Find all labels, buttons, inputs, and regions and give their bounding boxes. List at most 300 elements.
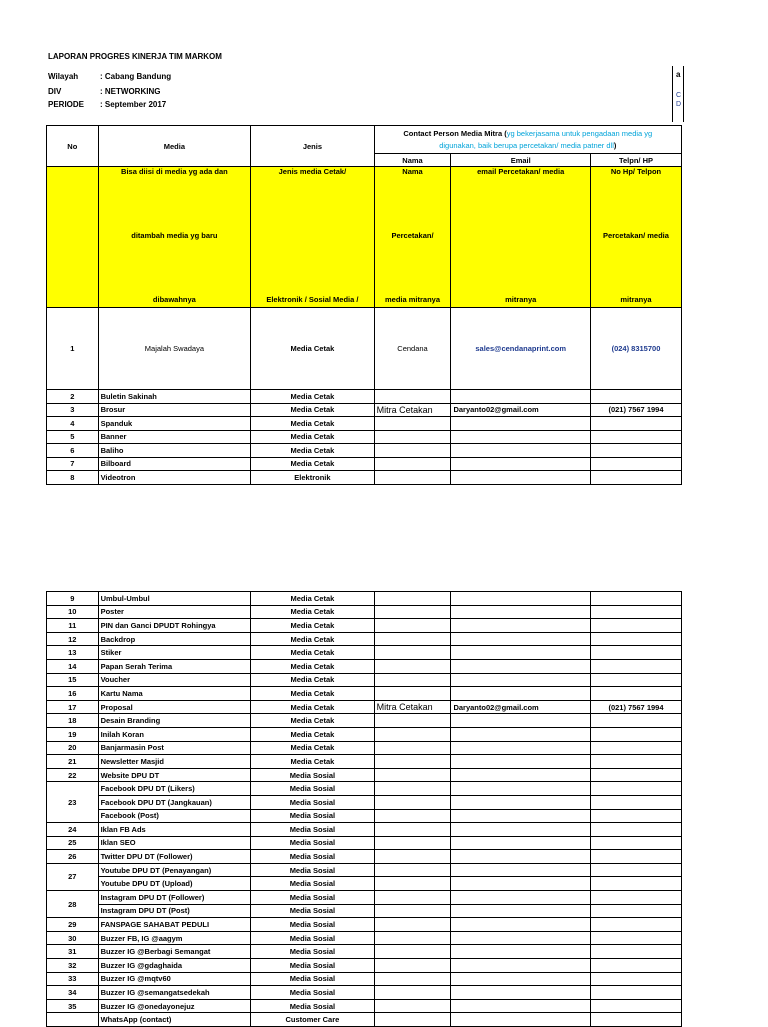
row-email bbox=[451, 471, 591, 485]
row-telp bbox=[590, 592, 681, 606]
media-table-bottom bbox=[46, 591, 682, 1027]
instruction-jenis-line-1: Jenis media Cetak/ bbox=[278, 167, 347, 176]
row-email bbox=[451, 999, 591, 1013]
row-email bbox=[451, 768, 591, 782]
media-table-top bbox=[46, 125, 682, 485]
row-media: Majalah Swadaya bbox=[98, 308, 251, 390]
row-nama bbox=[374, 972, 451, 986]
row-jenis: Media Sosial bbox=[251, 809, 374, 823]
instruction-telp bbox=[590, 167, 681, 308]
row-no: 32 bbox=[47, 959, 99, 973]
row-jenis: Media Cetak bbox=[251, 430, 374, 444]
row-no: 5 bbox=[47, 430, 99, 444]
row-telp bbox=[590, 877, 681, 891]
row-media: Stiker bbox=[98, 646, 251, 660]
row-jenis: Media Cetak bbox=[251, 417, 374, 431]
row-nama bbox=[374, 918, 451, 932]
row-nama bbox=[374, 959, 451, 973]
row-jenis: Media Cetak bbox=[251, 687, 374, 701]
instruction-nama-line-1: Nama bbox=[402, 167, 423, 176]
row-jenis: Media Sosial bbox=[251, 986, 374, 1000]
table-row bbox=[47, 904, 682, 918]
row-media: Proposal bbox=[98, 700, 251, 714]
row-email bbox=[451, 755, 591, 769]
row-no: 11 bbox=[47, 619, 99, 633]
contact-suffix: ) bbox=[613, 140, 617, 150]
instruction-telp-line-2: Percetakan/ media bbox=[603, 231, 669, 240]
contact-prefix: Contact Person Media Mitra ( bbox=[403, 128, 507, 138]
row-email bbox=[451, 782, 591, 796]
row-email bbox=[451, 390, 591, 404]
row-telp bbox=[590, 768, 681, 782]
row-telp bbox=[590, 1013, 681, 1027]
row-jenis: Media Sosial bbox=[251, 931, 374, 945]
row-nama bbox=[374, 714, 451, 728]
row-jenis: Media Cetak bbox=[251, 444, 374, 458]
row-email bbox=[451, 714, 591, 728]
row-nama bbox=[374, 850, 451, 864]
row-no: 31 bbox=[47, 945, 99, 959]
table-row bbox=[47, 986, 682, 1000]
row-email bbox=[451, 673, 591, 687]
row-no: 23 bbox=[47, 782, 99, 823]
row-telp bbox=[590, 986, 681, 1000]
row-nama bbox=[374, 768, 451, 782]
row-nama bbox=[374, 390, 451, 404]
row-jenis: Media Cetak bbox=[251, 308, 374, 390]
row-telp bbox=[590, 931, 681, 945]
table-row bbox=[47, 308, 682, 390]
row-nama bbox=[374, 945, 451, 959]
row-jenis: Media Sosial bbox=[251, 891, 374, 905]
row-nama bbox=[374, 986, 451, 1000]
row-telp bbox=[590, 755, 681, 769]
row-jenis: Media Sosial bbox=[251, 836, 374, 850]
table-row bbox=[47, 417, 682, 431]
row-email bbox=[451, 823, 591, 837]
instruction-no bbox=[47, 167, 99, 308]
row-telp: (021) 7567 1994 bbox=[590, 403, 681, 417]
instruction-jenis-line-3: Elektronik / Sosial Media / bbox=[266, 295, 359, 304]
table-row bbox=[47, 687, 682, 701]
row-nama: Mitra Cetakan bbox=[374, 403, 451, 417]
table-row bbox=[47, 768, 682, 782]
instruction-media-line-1: Bisa diisi di media yg ada dan bbox=[121, 167, 228, 176]
row-email bbox=[451, 877, 591, 891]
side-box-letter-d: D bbox=[676, 101, 682, 108]
meta-label: DIV bbox=[48, 87, 62, 96]
table-row bbox=[47, 782, 682, 796]
row-no: 24 bbox=[47, 823, 99, 837]
table-row bbox=[47, 999, 682, 1013]
row-telp bbox=[590, 390, 681, 404]
row-telp bbox=[590, 904, 681, 918]
instruction-nama bbox=[374, 167, 451, 308]
row-nama: Cendana bbox=[374, 308, 451, 390]
row-telp bbox=[590, 782, 681, 796]
row-email bbox=[451, 417, 591, 431]
row-no: 30 bbox=[47, 931, 99, 945]
row-email bbox=[451, 632, 591, 646]
row-email bbox=[451, 918, 591, 932]
row-jenis: Media Sosial bbox=[251, 959, 374, 973]
row-telp bbox=[590, 795, 681, 809]
row-media: Iklan SEO bbox=[98, 836, 251, 850]
table-row bbox=[47, 592, 682, 606]
row-media: Banjarmasin Post bbox=[98, 741, 251, 755]
table-row bbox=[47, 863, 682, 877]
row-telp bbox=[590, 999, 681, 1013]
table-row bbox=[47, 931, 682, 945]
row-nama bbox=[374, 632, 451, 646]
row-nama bbox=[374, 904, 451, 918]
table-row bbox=[47, 727, 682, 741]
row-telp bbox=[590, 714, 681, 728]
row-media: PIN dan Ganci DPUDT Rohingya bbox=[98, 619, 251, 633]
row-media: Kartu Nama bbox=[98, 687, 251, 701]
row-nama bbox=[374, 863, 451, 877]
table-row bbox=[47, 619, 682, 633]
row-no: 22 bbox=[47, 768, 99, 782]
row-telp bbox=[590, 430, 681, 444]
row-nama bbox=[374, 782, 451, 796]
row-email: Daryanto02@gmail.com bbox=[451, 700, 591, 714]
instruction-media-line-2: ditambah media yg baru bbox=[131, 231, 218, 240]
header-nama: Nama bbox=[374, 154, 451, 167]
row-nama bbox=[374, 430, 451, 444]
row-media: Baliho bbox=[98, 444, 251, 458]
row-telp bbox=[590, 444, 681, 458]
instruction-telp-line-3: mitranya bbox=[620, 295, 652, 304]
row-jenis: Media Cetak bbox=[251, 741, 374, 755]
row-jenis: Media Sosial bbox=[251, 904, 374, 918]
instruction-media-line-3: dibawahnya bbox=[152, 295, 196, 304]
row-no: 1 bbox=[47, 308, 99, 390]
row-telp bbox=[590, 741, 681, 755]
row-media: Voucher bbox=[98, 673, 251, 687]
table-row bbox=[47, 945, 682, 959]
row-telp bbox=[590, 972, 681, 986]
row-telp bbox=[590, 605, 681, 619]
row-nama bbox=[374, 687, 451, 701]
row-jenis: Elektronik bbox=[251, 471, 374, 485]
row-media: Buzzer IG @Berbagi Semangat bbox=[98, 945, 251, 959]
row-email bbox=[451, 1013, 591, 1027]
row-no: 25 bbox=[47, 836, 99, 850]
table-row bbox=[47, 959, 682, 973]
row-media: Buzzer IG @gdaghaida bbox=[98, 959, 251, 973]
row-no: 33 bbox=[47, 972, 99, 986]
row-nama bbox=[374, 755, 451, 769]
row-no: 6 bbox=[47, 444, 99, 458]
row-media: Backdrop bbox=[98, 632, 251, 646]
row-email bbox=[451, 592, 591, 606]
meta-value: : Cabang Bandung bbox=[100, 72, 172, 81]
row-jenis: Media Sosial bbox=[251, 782, 374, 796]
row-jenis: Media Cetak bbox=[251, 632, 374, 646]
row-email bbox=[451, 863, 591, 877]
row-no: 3 bbox=[47, 403, 99, 417]
row-media: Instagram DPU DT (Follower) bbox=[98, 891, 251, 905]
row-no: 9 bbox=[47, 592, 99, 606]
row-email bbox=[451, 430, 591, 444]
row-media: Papan Serah Terima bbox=[98, 659, 251, 673]
row-jenis: Media Cetak bbox=[251, 646, 374, 660]
side-box-letter-c: C bbox=[676, 92, 682, 99]
row-nama bbox=[374, 836, 451, 850]
row-jenis: Media Sosial bbox=[251, 945, 374, 959]
row-jenis: Media Sosial bbox=[251, 877, 374, 891]
header-jenis: Jenis bbox=[251, 126, 374, 167]
row-jenis: Media Cetak bbox=[251, 700, 374, 714]
row-telp bbox=[590, 457, 681, 471]
meta-value: : September 2017 bbox=[100, 100, 167, 109]
row-media: Buzzer IG @onedayonejuz bbox=[98, 999, 251, 1013]
row-email bbox=[451, 904, 591, 918]
row-telp bbox=[590, 836, 681, 850]
row-media: Buzzer IG @mqtv60 bbox=[98, 972, 251, 986]
header-email: Email bbox=[451, 154, 591, 167]
row-jenis: Media Cetak bbox=[251, 755, 374, 769]
row-media: Facebook (Post) bbox=[98, 809, 251, 823]
table-row bbox=[47, 632, 682, 646]
row-media: Youtube DPU DT (Upload) bbox=[98, 877, 251, 891]
row-media: Videotron bbox=[98, 471, 251, 485]
row-telp bbox=[590, 823, 681, 837]
row-media: Banner bbox=[98, 430, 251, 444]
row-nama bbox=[374, 457, 451, 471]
meta-label: Wilayah bbox=[48, 72, 79, 81]
row-jenis: Media Sosial bbox=[251, 823, 374, 837]
instruction-telp-line-1: No Hp/ Telpon bbox=[610, 167, 662, 176]
row-nama bbox=[374, 877, 451, 891]
row-no bbox=[47, 1013, 99, 1027]
row-media: Spanduk bbox=[98, 417, 251, 431]
table-row bbox=[47, 972, 682, 986]
side-box-letter-a: a bbox=[676, 70, 681, 79]
row-media: Buletin Sakinah bbox=[98, 390, 251, 404]
row-media: Newsletter Masjid bbox=[98, 755, 251, 769]
instruction-media bbox=[98, 167, 251, 308]
row-no: 18 bbox=[47, 714, 99, 728]
row-nama: Mitra Cetakan bbox=[374, 700, 451, 714]
truncated-side-box bbox=[672, 66, 768, 122]
row-jenis: Media Cetak bbox=[251, 605, 374, 619]
row-no: 29 bbox=[47, 918, 99, 932]
row-email bbox=[451, 809, 591, 823]
row-jenis: Media Cetak bbox=[251, 457, 374, 471]
row-email bbox=[451, 836, 591, 850]
table-row bbox=[47, 403, 682, 417]
row-no: 20 bbox=[47, 741, 99, 755]
header-telp: Telpn/ HP bbox=[590, 154, 681, 167]
row-telp bbox=[590, 619, 681, 633]
row-telp bbox=[590, 918, 681, 932]
row-jenis: Media Cetak bbox=[251, 714, 374, 728]
table-row bbox=[47, 741, 682, 755]
row-telp bbox=[590, 850, 681, 864]
row-nama bbox=[374, 823, 451, 837]
row-nama bbox=[374, 727, 451, 741]
row-media: Brosur bbox=[98, 403, 251, 417]
row-nama bbox=[374, 619, 451, 633]
table-row bbox=[47, 809, 682, 823]
table-row bbox=[47, 850, 682, 864]
row-email bbox=[451, 795, 591, 809]
row-email bbox=[451, 605, 591, 619]
row-email bbox=[451, 619, 591, 633]
table-row bbox=[47, 877, 682, 891]
row-nama bbox=[374, 809, 451, 823]
row-telp bbox=[590, 471, 681, 485]
row-telp bbox=[590, 727, 681, 741]
table-row bbox=[47, 471, 682, 485]
row-email bbox=[451, 457, 591, 471]
table-row bbox=[47, 836, 682, 850]
row-email bbox=[451, 931, 591, 945]
row-email bbox=[451, 850, 591, 864]
row-jenis: Media Cetak bbox=[251, 592, 374, 606]
row-media: Youtube DPU DT (Penayangan) bbox=[98, 863, 251, 877]
row-no: 13 bbox=[47, 646, 99, 660]
row-telp bbox=[590, 945, 681, 959]
table-row bbox=[47, 714, 682, 728]
row-jenis: Media Sosial bbox=[251, 863, 374, 877]
instruction-nama-line-3: media mitranya bbox=[385, 295, 441, 304]
table-row bbox=[47, 659, 682, 673]
row-media: Twitter DPU DT (Follower) bbox=[98, 850, 251, 864]
row-jenis: Media Cetak bbox=[251, 659, 374, 673]
contact-note-2: digunakan, baik berupa percetakan/ media patner dll bbox=[439, 140, 614, 150]
row-no: 7 bbox=[47, 457, 99, 471]
row-media: Buzzer IG @semangatsedekah bbox=[98, 986, 251, 1000]
row-email bbox=[451, 972, 591, 986]
row-email bbox=[451, 741, 591, 755]
row-media: Buzzer FB, IG @aagym bbox=[98, 931, 251, 945]
row-no: 34 bbox=[47, 986, 99, 1000]
row-nama bbox=[374, 891, 451, 905]
row-jenis: Media Cetak bbox=[251, 727, 374, 741]
row-no: 14 bbox=[47, 659, 99, 673]
meta-label: PERIODE bbox=[48, 100, 85, 109]
row-telp bbox=[590, 659, 681, 673]
table-row bbox=[47, 646, 682, 660]
header-contact bbox=[374, 126, 681, 154]
row-telp bbox=[590, 632, 681, 646]
row-jenis: Media Cetak bbox=[251, 403, 374, 417]
row-nama bbox=[374, 417, 451, 431]
row-telp bbox=[590, 959, 681, 973]
row-media: FANSPAGE SAHABAT PEDULI bbox=[98, 918, 251, 932]
instruction-email-line-1: email Percetakan/ media bbox=[477, 167, 565, 176]
row-jenis: Media Sosial bbox=[251, 972, 374, 986]
row-no: 26 bbox=[47, 850, 99, 864]
row-telp bbox=[590, 646, 681, 660]
row-no: 19 bbox=[47, 727, 99, 741]
row-telp bbox=[590, 417, 681, 431]
instruction-jenis bbox=[251, 167, 374, 308]
instruction-email-line-3: mitranya bbox=[505, 295, 537, 304]
row-email: sales@cendanaprint.com bbox=[451, 308, 591, 390]
row-email bbox=[451, 659, 591, 673]
row-nama bbox=[374, 741, 451, 755]
row-jenis: Media Sosial bbox=[251, 999, 374, 1013]
row-nama bbox=[374, 931, 451, 945]
instruction-email bbox=[451, 167, 591, 308]
contact-note: yg bekerjasama untuk pengadaan media yg bbox=[506, 128, 653, 138]
row-telp: (021) 7567 1994 bbox=[590, 700, 681, 714]
row-nama bbox=[374, 605, 451, 619]
row-telp bbox=[590, 809, 681, 823]
row-media: Bilboard bbox=[98, 457, 251, 471]
table-row bbox=[47, 605, 682, 619]
row-email bbox=[451, 727, 591, 741]
row-no: 8 bbox=[47, 471, 99, 485]
row-jenis: Media Sosial bbox=[251, 918, 374, 932]
row-no: 35 bbox=[47, 999, 99, 1013]
row-email bbox=[451, 945, 591, 959]
row-media: Poster bbox=[98, 605, 251, 619]
row-nama bbox=[374, 659, 451, 673]
row-no: 16 bbox=[47, 687, 99, 701]
row-no: 28 bbox=[47, 891, 99, 918]
row-nama bbox=[374, 673, 451, 687]
table-row bbox=[47, 1013, 682, 1027]
row-jenis: Media Sosial bbox=[251, 795, 374, 809]
table-row bbox=[47, 755, 682, 769]
row-media: Facebook DPU DT (Jangkauan) bbox=[98, 795, 251, 809]
row-jenis: Media Sosial bbox=[251, 850, 374, 864]
row-media: Facebook DPU DT (Likers) bbox=[98, 782, 251, 796]
table-row bbox=[47, 444, 682, 458]
row-no: 12 bbox=[47, 632, 99, 646]
row-telp: (024) 8315700 bbox=[590, 308, 681, 390]
row-media: Instagram DPU DT (Post) bbox=[98, 904, 251, 918]
row-no: 17 bbox=[47, 700, 99, 714]
row-email bbox=[451, 986, 591, 1000]
row-jenis: Media Cetak bbox=[251, 673, 374, 687]
row-no: 2 bbox=[47, 390, 99, 404]
header-media: Media bbox=[98, 126, 251, 167]
row-no: 15 bbox=[47, 673, 99, 687]
row-no: 10 bbox=[47, 605, 99, 619]
row-media: Iklan FB Ads bbox=[98, 823, 251, 837]
table-row bbox=[47, 823, 682, 837]
table-row bbox=[47, 673, 682, 687]
row-email bbox=[451, 646, 591, 660]
meta-value: : NETWORKING bbox=[100, 87, 161, 96]
row-telp bbox=[590, 891, 681, 905]
row-no: 27 bbox=[47, 863, 99, 890]
table-row bbox=[47, 700, 682, 714]
row-no: 21 bbox=[47, 755, 99, 769]
table-row bbox=[47, 891, 682, 905]
row-nama bbox=[374, 795, 451, 809]
row-jenis: Media Cetak bbox=[251, 619, 374, 633]
header-no: No bbox=[47, 126, 99, 167]
row-jenis: Media Sosial bbox=[251, 768, 374, 782]
row-nama bbox=[374, 592, 451, 606]
row-nama bbox=[374, 471, 451, 485]
row-email: Daryanto02@gmail.com bbox=[451, 403, 591, 417]
row-jenis: Customer Care bbox=[251, 1013, 374, 1027]
row-media: WhatsApp (contact) bbox=[98, 1013, 251, 1027]
row-telp bbox=[590, 863, 681, 877]
row-no: 4 bbox=[47, 417, 99, 431]
table-row bbox=[47, 918, 682, 932]
row-nama bbox=[374, 646, 451, 660]
table-row bbox=[47, 390, 682, 404]
